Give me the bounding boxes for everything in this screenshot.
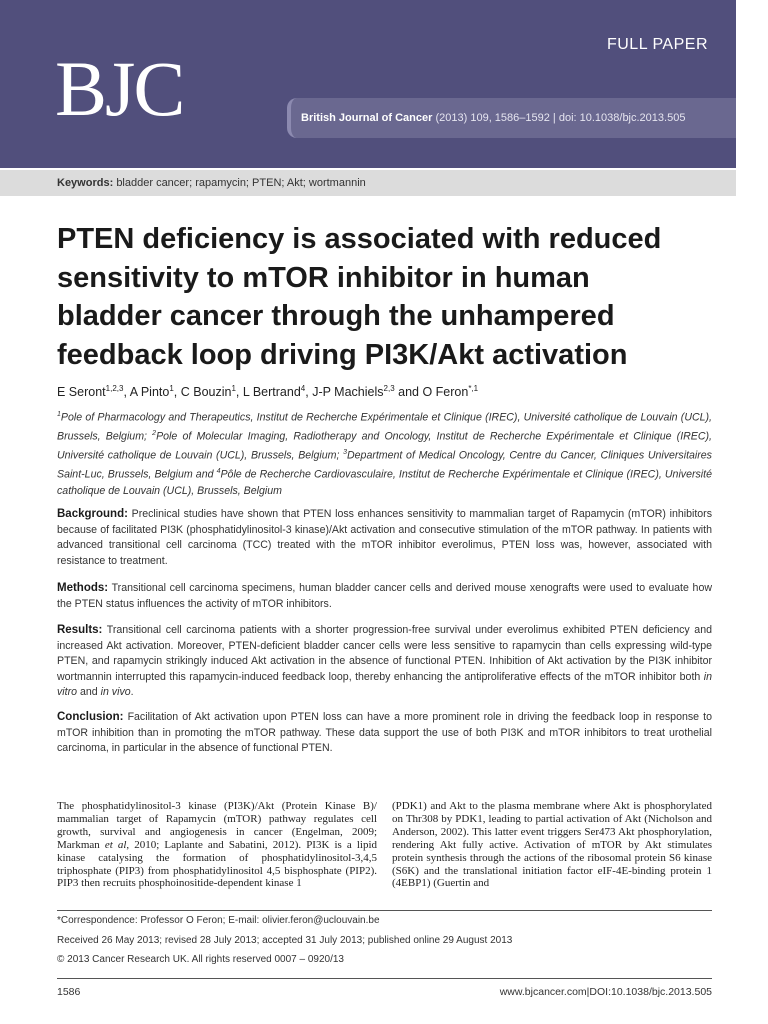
affiliation-text: Department of Medical Oncology, Centre du Cancer, Cliniques Universitaires Saint-Luc, Brussels, Belgium and	[57, 449, 712, 481]
abstract-section-text: and	[79, 686, 98, 698]
affiliation-text: Pole of Molecular Imaging, Radiotherapy and Oncology, Institut de Recherche Expérimentale et Clinique (IREC), Université catholique de Louvain (UCL), Brussels, Belgium;	[57, 430, 712, 462]
footer-separator: |	[586, 986, 590, 998]
body-column-left	[57, 800, 377, 890]
author-separator: ,	[173, 385, 181, 400]
affiliation-marker: 2	[152, 430, 157, 438]
title-line: PTEN deficiency is associated with reduced	[57, 223, 662, 255]
journal-header-band	[0, 0, 736, 168]
title-line: bladder cancer through the unhampered	[57, 300, 615, 332]
abstract-section-text: Facilitation of Akt activation upon PTEN loss can have a more prominent role in driving the feedback loop in response to mTOR inhibition than in promoting the mTOR pathway. These data support the use of both PI3K and mTOR inhibitors to treat urothelial carcinoma, in particular in the absence of functional PTEN.	[57, 711, 712, 754]
author-separator: ,	[305, 385, 313, 400]
author-affiliation-marker: 4	[300, 384, 306, 393]
abstract-section-label: Methods:	[57, 582, 109, 594]
correspondence-note: *Correspondence: Professor O Feron; E-mail: olivier.feron@uclouvain.be	[57, 915, 380, 926]
keywords-bar	[0, 170, 736, 196]
author-affiliation-marker: *,1	[468, 384, 479, 393]
copyright-note: © 2013 Cancer Research UK. All rights reserved 0007 – 0920/13	[57, 954, 344, 965]
author-separator: ,	[123, 385, 130, 400]
citation-details: (2013) 109, 1586–1592 | doi: 10.1038/bjc.2013.505	[435, 112, 686, 124]
author-affiliation-marker: 2,3	[383, 384, 395, 393]
author-name: L Bertrand	[242, 385, 301, 400]
author-name: E Seront	[57, 385, 106, 400]
abstract-conclusion	[57, 710, 712, 757]
abstract-section-text: Transitional cell carcinoma patients with a shorter progression-free survival under everolimus exhibited PTEN deficiency and increased Akt activation. Moreover, PTEN-deficient bladder cancer cells were less sensitive to rapamycin than cells expressing wild-type PTEN, and rapamycin strikingly induced Akt activation in the absence of functional PTEN. Inhibition of Akt activation by the PI3K inhibitor wortmannin interrupted this rapamycin-induced feedback loop, thereby enhancing the antiproliferative effects of the mTOR inhibitor both	[57, 624, 712, 683]
abstract-section-label: Conclusion:	[57, 711, 124, 723]
author-separator: ,	[235, 385, 243, 400]
author-affiliation-marker: 1	[231, 384, 236, 393]
body-text: The phosphatidylinositol-3 kinase (PI3K)/Akt (Protein Kinase B)/ mammalian target of Rapamycin (mTOR) pathway regulates cell growth, survival and angiogenesis in cancer (Engelman, 2009; Markman	[57, 800, 377, 851]
affiliations	[57, 407, 712, 499]
citation-bar	[287, 98, 736, 138]
page-number: 1586	[57, 986, 81, 998]
author-name: O Feron	[422, 385, 469, 400]
body-text: (PDK1) and Akt to the plasma membrane where Akt is phosphorylated on Thr308 by PDK1, leading to partial activation of Akt (Nicholson and Anderson, 2002). This latter event triggers Ser473 Akt phosphorylation, rendering Akt fully active. Activation of mTOR by Akt stimulates protein synthesis through the actions of the ribosomal protein S6 kinase (S6K) and the translational initiation factor eIF-4E-binding protein 1 (4EBP1) (Guertin and	[392, 800, 712, 890]
abstract-section-text: .	[130, 686, 134, 698]
italic-term: in vivo	[100, 686, 131, 698]
title-line: feedback loop driving PI3K/Akt activation	[57, 338, 628, 371]
journal-name: British Journal of Cancer	[301, 112, 433, 124]
author-name: A Pinto	[129, 385, 170, 400]
paper-type-label: FULL PAPER	[606, 36, 708, 53]
affiliation-marker: 4	[216, 468, 221, 476]
footer-divider	[57, 978, 712, 979]
body-column-right	[392, 800, 712, 890]
italic-term: in vitro	[57, 670, 713, 698]
abstract-section-label: Results:	[57, 624, 103, 636]
affiliation-marker: 1	[57, 411, 61, 418]
author-affiliation-marker: 1,2,3	[105, 384, 124, 393]
author-name: J-P Machiels	[312, 385, 384, 400]
italic-term: et al	[104, 838, 127, 851]
article-doi[interactable]: DOI:10.1038/bjc.2013.505	[589, 986, 712, 998]
article-title	[57, 220, 717, 374]
abstract-section-text: Preclinical studies have shown that PTEN loss enhances sensitivity to mammalian target of Rapamycin (mTOR) inhibitors because of facilitated PI3K (phosphatidylinositol-3 kinase)/Akt activation and consecutive stimulation of the mTOR pathway. In patients with advanced transitional cell carcinoma (TCC) treated with the mTOR inhibitor everolimus, PTEN loss was, however, associated with resistance to treatment.	[57, 508, 713, 567]
abstract-methods	[57, 581, 712, 612]
journal-url[interactable]: www.bjcancer.com	[499, 986, 587, 998]
abstract-results	[57, 623, 712, 701]
author-list	[57, 384, 478, 399]
author-name: C Bouzin	[180, 385, 232, 400]
author-affiliation-marker: 1	[169, 384, 174, 393]
received-dates: Received 26 May 2013; revised 28 July 2013; accepted 31 July 2013; published online 29 August 2013	[57, 935, 513, 946]
journal-logo: BJC	[55, 45, 184, 132]
footer-links	[500, 986, 712, 998]
abstract-background	[57, 507, 712, 569]
body-text: , 2010; Laplante and Sabatini, 2012). PI3K is a lipid kinase catalysing the formation of phosphatidylinositol-3,4,5 triphosphate (PIP3) from phosphatidylinositol 4,5 bisphosphate (PIP2). PIP3 then recruits phosphoinositide-dependent kinase 1	[57, 838, 378, 890]
abstract-section-text: Transitional cell carcinoma specimens, human bladder cancer cells and derived mouse xenografts were used to evaluate how the PTEN status influences the activity of mTOR inhibitors.	[57, 582, 712, 610]
keywords-text: bladder cancer; rapamycin; PTEN; Akt; wortmannin	[116, 177, 366, 189]
footnote-divider	[57, 910, 712, 911]
affiliation-text: Pôle de Recherche Cardiovasculaire, Institut de Recherche Expérimentale et Clinique (IREC), Université catholique de Louvain (UCL), Brussels, Belgium	[57, 468, 712, 497]
keywords-label: Keywords:	[57, 177, 114, 189]
abstract-section-label: Background:	[57, 508, 128, 520]
affiliation-marker: 3	[343, 449, 348, 457]
title-line: sensitivity to mTOR inhibitor in human	[57, 261, 590, 294]
author-separator: and	[394, 385, 423, 400]
affiliation-text: Pole of Pharmacology and Therapeutics, Institut de Recherche Expérimentale et Clinique (IREC), Université catholique de Louvain (UCL), Brussels, Belgium;	[57, 411, 712, 443]
